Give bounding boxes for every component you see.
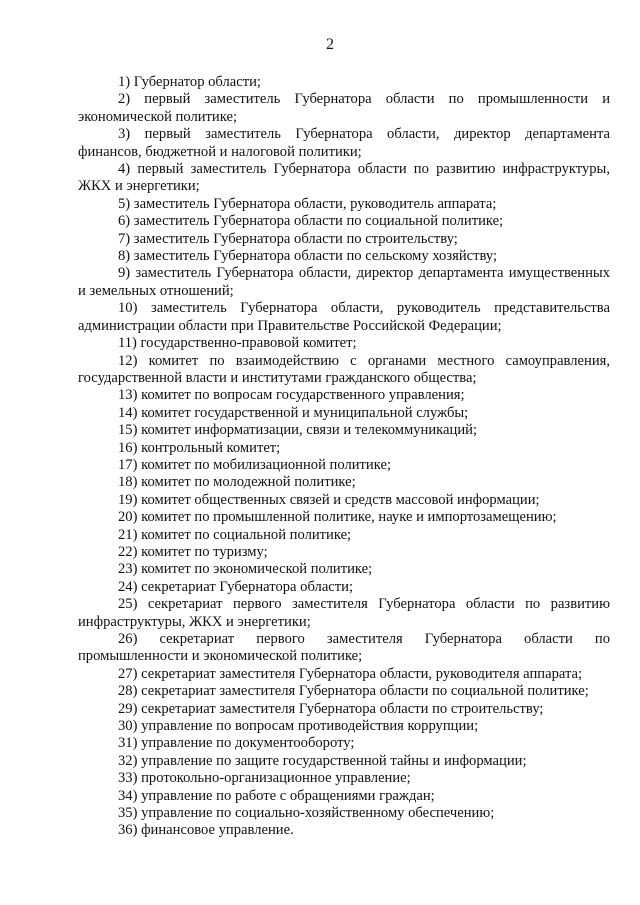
list-item: 14) комитет государственной и муниципальной службы; (118, 404, 469, 421)
list-item: 21) комитет по социальной политике; (118, 526, 352, 543)
list-item: 1) Губернатор области; (118, 74, 261, 90)
page-number: 2 (326, 36, 334, 53)
list-item: 2) первый заместитель Губернатора области по промышленности и экономической политике; (78, 91, 610, 125)
list-item: 18) комитет по молодежной политике; (118, 474, 356, 491)
list-item: 11) государственно-правовой комитет; (118, 335, 357, 352)
list-item: 30) управление по вопросам противодействия коррупции; (118, 718, 479, 735)
list-item: 3) первый заместитель Губернатора области, директор департамента финансов, бюджетной и налоговой политики; (78, 126, 610, 160)
list-item: 27) секретариат заместителя Губернатора области, руководителя аппарата; (118, 665, 583, 682)
list-item: 4) первый заместитель Губернатора области по развитию инфраструктуры, ЖКХ и энергетики; (78, 161, 610, 195)
list-item: 10) заместитель Губернатора области, руководитель представительства администрации области при Правительстве Российской Федерации; (78, 300, 610, 334)
list-item: 5) заместитель Губернатора области, руководитель аппарата; (118, 195, 497, 212)
list-item: 17) комитет по мобилизационной политике; (118, 456, 391, 473)
list-item: 7) заместитель Губернатора области по строительству; (118, 230, 458, 247)
list-item: 25) секретариат первого заместителя Губернатора области по развитию инфраструктуры, ЖКХ и энергетики; (78, 596, 610, 630)
list-item: 13) комитет по вопросам государственного управления; (118, 387, 465, 404)
list-item: 26) секретариат первого заместителя Губернатора области по промышленности и экономической политике; (78, 631, 610, 665)
list-item: 8) заместитель Губернатора области по сельскому хозяйству; (118, 248, 498, 265)
list-item: 16) контрольный комитет; (118, 439, 281, 456)
list-item: 19) комитет общественных связей и средств массовой информации; (118, 491, 540, 508)
list-item: 33) протокольно-организационное управление; (118, 770, 411, 787)
list-item: 9) заместитель Губернатора области, директор департамента имущественных и земельных отношений; (78, 265, 610, 299)
list-item: 35) управление по социально-хозяйственному обеспечению; (118, 805, 495, 822)
list-item: 24) секретариат Губернатора области; (118, 578, 354, 595)
list-item: 36) финансовое управление. (118, 822, 294, 839)
list-item: 32) управление по защите государственной тайны и информации; (118, 752, 527, 769)
organization-list (78, 74, 610, 840)
list-item: 23) комитет по экономической политике; (118, 561, 373, 578)
list-item: 28) секретариат заместителя Губернатора области по социальной политике; (118, 683, 589, 700)
list-item: 22) комитет по туризму; (118, 543, 268, 560)
list-item: 12) комитет по взаимодействию с органами местного самоуправления, государственной власти и институтами гражданского общества; (78, 352, 610, 386)
list-item: 15) комитет информатизации, связи и телекоммуникаций; (118, 422, 478, 439)
list-item: 29) секретариат заместителя Губернатора области по строительству; (118, 700, 544, 717)
list-item: 34) управление по работе с обращениями граждан; (118, 787, 435, 804)
list-item: 20) комитет по промышленной политике, науке и импортозамещению; (118, 509, 557, 526)
list-item: 6) заместитель Губернатора области по социальной политике; (118, 213, 504, 230)
list-item: 31) управление по документообороту; (118, 735, 355, 752)
